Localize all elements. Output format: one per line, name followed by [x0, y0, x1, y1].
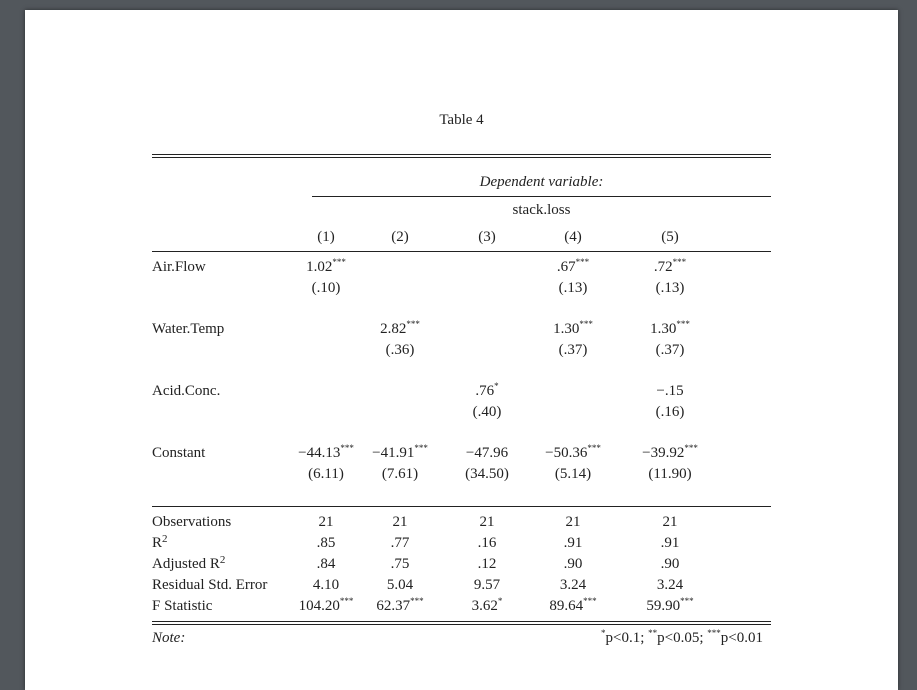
coefficient-row: [152, 445, 771, 465]
superscript: 2: [162, 533, 168, 545]
cell-value: (.13): [558, 280, 588, 296]
significance-stars: ***: [680, 596, 694, 606]
cell-value: 21: [479, 514, 495, 530]
significance-stars: ***: [676, 319, 690, 329]
significance-stars: ***: [339, 596, 354, 606]
cell-value: −50.36: [545, 445, 588, 461]
cell-value: 21: [392, 514, 408, 530]
cell-value: (1): [317, 229, 335, 245]
dependent-variable-label: Dependent variable:: [479, 174, 604, 190]
coefficient-estimate: [615, 383, 725, 400]
cell-value: .12: [477, 556, 497, 572]
statistic-row: [152, 535, 771, 555]
significance-stars: ***: [684, 443, 698, 453]
cell-value: (5): [661, 229, 679, 245]
significance-stars: ***: [707, 628, 721, 638]
significance-stars: ***: [672, 257, 687, 267]
dependent-variable-name: stack.loss: [512, 202, 571, 218]
standard-error: [271, 280, 381, 297]
standard-error-row: [152, 280, 771, 300]
cell-value: 1.30: [650, 321, 677, 337]
coefficient-estimate: [518, 445, 628, 462]
cell-value: (6.11): [308, 466, 344, 482]
cell-value: −39.92: [642, 445, 685, 461]
cell-value: 2.82: [380, 321, 407, 337]
cell-value: (3): [478, 229, 496, 245]
cell-value: .77: [390, 535, 410, 551]
cell-value: (5.14): [554, 466, 592, 482]
variable-label: Air.Flow: [152, 259, 206, 275]
statistic-label: F Statistic: [152, 598, 213, 614]
cell-value: .72: [653, 259, 673, 275]
significance-stars: ***: [587, 443, 601, 453]
standard-error: [432, 404, 542, 421]
coefficient-row: [152, 259, 771, 279]
note-threshold: p<0.05;: [657, 630, 708, 646]
significance-stars: *: [497, 596, 503, 606]
column-header-row: [152, 229, 771, 249]
top-double-rule-second: [152, 157, 771, 158]
standard-error: [518, 280, 628, 297]
cell-value: 1.02: [306, 259, 333, 275]
column-header: [518, 229, 628, 246]
cell-value: 9.57: [473, 577, 501, 593]
significance-stars: *: [494, 381, 499, 391]
cell-value: 5.04: [386, 577, 414, 593]
coefficient-estimate: [271, 259, 381, 276]
cell-value: (.36): [385, 342, 415, 358]
header-rule: [152, 251, 771, 252]
standard-error: [615, 342, 725, 359]
coefficient-row: [152, 383, 771, 403]
column-header: [615, 229, 725, 246]
cell-value: −.15: [656, 383, 684, 399]
bottom-double-rule: [152, 621, 771, 622]
statistic-value: [518, 598, 628, 615]
cell-value: 59.90: [646, 598, 681, 614]
standard-error-row: [152, 404, 771, 424]
statistic-value: [615, 577, 725, 594]
cell-value: 21: [318, 514, 334, 530]
significance-stars: ***: [332, 257, 346, 267]
cell-value: 3.24: [656, 577, 684, 593]
coefficient-estimate: [518, 321, 628, 338]
cell-value: 1.30: [553, 321, 580, 337]
document-page: [25, 10, 898, 690]
coefficient-estimate: [432, 383, 542, 400]
standard-error: [518, 342, 628, 359]
top-double-rule: [152, 154, 771, 155]
note-label: Note:: [152, 630, 186, 646]
statistic-value: [518, 514, 628, 531]
statistic-label: Residual Std. Error: [152, 577, 268, 593]
cell-value: .90: [660, 556, 680, 572]
cell-value: .76: [475, 383, 495, 399]
cell-value: (7.61): [381, 466, 419, 482]
standard-error: [518, 466, 628, 483]
significance-stars: ***: [410, 596, 424, 606]
cell-value: (.37): [558, 342, 588, 358]
cell-value: (.10): [311, 280, 341, 296]
stats-rule: [152, 506, 771, 507]
bottom-double-rule-second: [152, 624, 771, 625]
statistic-row: [152, 514, 771, 534]
cell-value: 89.64: [549, 598, 584, 614]
statistic-value: [518, 535, 628, 552]
dependent-variable-rule: [312, 196, 771, 197]
statistic-value: [518, 577, 628, 594]
statistic-row: [152, 598, 771, 618]
statistic-value: [615, 598, 725, 615]
significance-stars: ***: [414, 443, 428, 453]
note-threshold: p<0.01: [720, 630, 763, 646]
note-text: [601, 630, 763, 647]
coefficient-row: [152, 321, 771, 341]
coefficient-estimate: [615, 445, 725, 462]
dependent-variable-header: [152, 174, 771, 194]
statistic-row: [152, 577, 771, 597]
statistic-value: [518, 556, 628, 573]
cell-value: 62.37: [376, 598, 411, 614]
variable-label: Water.Temp: [152, 321, 225, 337]
cell-value: (.37): [655, 342, 685, 358]
cell-value: .91: [563, 535, 583, 551]
coefficient-estimate: [615, 259, 725, 276]
statistic-label: Adjusted $R^2$: [152, 554, 226, 572]
significance-stars: ***: [575, 257, 590, 267]
cell-value: .85: [316, 535, 336, 551]
significance-stars: ***: [583, 596, 597, 606]
cell-value: (11.90): [648, 466, 692, 482]
cell-value: 3.24: [559, 577, 587, 593]
standard-error-row: [152, 342, 771, 362]
cell-value: 3.62: [471, 598, 498, 614]
significance-stars: ***: [579, 319, 593, 329]
cell-value: (.13): [655, 280, 685, 296]
dependent-variable-name-row: [152, 202, 771, 222]
statistic-row: [152, 556, 771, 576]
cell-value: 21: [662, 514, 678, 530]
cell-value: (34.50): [465, 466, 509, 482]
cell-value: 21: [565, 514, 581, 530]
cell-value: (.40): [472, 404, 502, 420]
significance-stars: *: [601, 628, 606, 638]
cell-value: .84: [316, 556, 336, 572]
cell-value: .75: [390, 556, 410, 572]
statistic-label: $R^2$: [152, 533, 168, 551]
cell-value: .67: [556, 259, 576, 275]
coefficient-estimate: [518, 259, 628, 276]
superscript: 2: [219, 554, 226, 566]
standard-error: [615, 280, 725, 297]
significance-stars: **: [648, 628, 658, 638]
cell-value: −44.13: [298, 445, 341, 461]
cell-value: .90: [563, 556, 583, 572]
significance-stars: ***: [340, 443, 354, 453]
coefficient-estimate: [615, 321, 725, 338]
variable-label: Constant: [152, 445, 206, 461]
cell-value: .91: [660, 535, 680, 551]
cell-value: (.16): [655, 404, 685, 420]
significance-stars: ***: [406, 319, 420, 329]
note-threshold: p<0.1;: [605, 630, 649, 646]
cell-value: −47.96: [465, 445, 509, 461]
cell-value: 104.20: [298, 598, 340, 614]
standard-error: [345, 342, 455, 359]
cell-value: (4): [564, 229, 582, 245]
cell-value: 4.10: [312, 577, 340, 593]
variable-label: Acid.Conc.: [152, 383, 221, 399]
statistic-value: [615, 535, 725, 552]
statistic-value: [615, 514, 725, 531]
statistic-value: [615, 556, 725, 573]
standard-error-row: [152, 466, 771, 486]
standard-error: [615, 466, 725, 483]
cell-value: (2): [391, 229, 409, 245]
cell-value: −41.91: [372, 445, 415, 461]
note-row: [152, 630, 771, 650]
cell-value: .16: [477, 535, 497, 551]
standard-error: [615, 404, 725, 421]
statistic-label: Observations: [152, 514, 232, 530]
table-caption: Table 4: [439, 112, 484, 128]
coefficient-estimate: [345, 321, 455, 338]
